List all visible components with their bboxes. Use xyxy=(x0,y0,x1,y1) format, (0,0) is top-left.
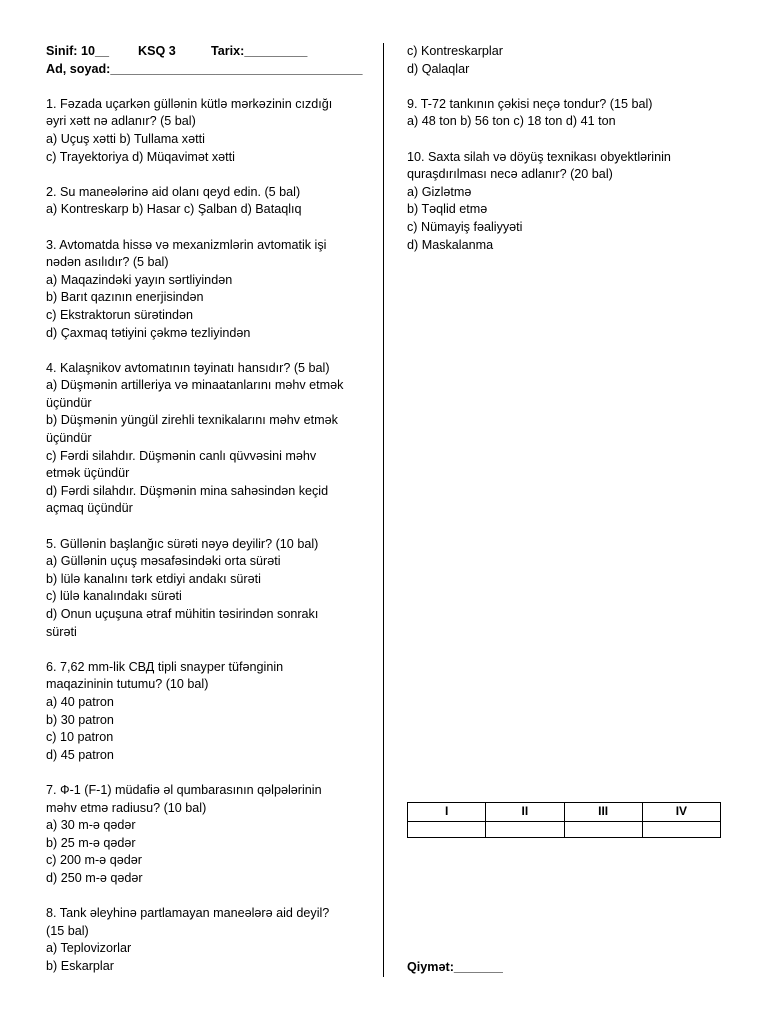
question-line: b) Barıt qazının enerjisindən xyxy=(46,290,204,305)
question-line: c) Kontreskarplar xyxy=(407,44,503,58)
question-line: c) Nümayiş fəaliyyəti xyxy=(407,219,523,234)
question-line: a) Kontreskarp b) Hasar c) Şalban d) Bataqlıq xyxy=(46,202,302,217)
question-line: a) Güllənin uçuş məsafəsindəki orta sürəti xyxy=(46,554,281,569)
score-header-cell: II xyxy=(486,803,564,822)
score-value-cell xyxy=(408,821,486,837)
question-block xyxy=(46,237,372,343)
question-line: d) 250 m-ə qədər xyxy=(46,870,143,885)
question-line: b) Eskarplar xyxy=(46,958,114,973)
question-line: a) Teplovizorlar xyxy=(46,941,132,956)
question-line: d) Çaxmaq tətiyini çəkmə tezliyindən xyxy=(46,325,251,340)
question-block xyxy=(46,782,372,888)
question-line: 2. Su maneələrinə aid olanı qeyd edin. (5 bal) xyxy=(46,184,301,199)
question-line: sürəti xyxy=(46,624,77,639)
question-block xyxy=(46,659,372,765)
question-line: b) Düşmənin yüngül zirehli texnikalarını məhv etmək xyxy=(46,413,338,428)
score-value-cell xyxy=(564,821,642,837)
question-line: d) Onun uçuşuna ətraf mühitin təsirindən sonrakı xyxy=(46,607,319,621)
score-header-row xyxy=(408,803,721,822)
question-line: 9. T-72 tankının çəkisi neçə tondur? (15 bal) xyxy=(407,96,653,111)
column-divider xyxy=(383,43,384,977)
date-field: Tarix:_________ xyxy=(211,44,308,58)
question-line: 1. Fəzada uçarkən güllənin kütlə mərkəzinin cızdığı xyxy=(46,96,333,111)
score-value-row xyxy=(408,821,721,837)
question-line: məhv etmə radiusu? (10 bal) xyxy=(46,800,207,815)
question-line: c) Fərdi silahdır. Düşmənin canlı qüvvəsini məhv xyxy=(46,448,317,463)
question-line: a) Maqazindəki yayın sərtliyindən xyxy=(46,272,233,287)
question-line: üçündür xyxy=(46,431,92,446)
right-column xyxy=(407,43,727,254)
question-line: c) lülə kanalındakı sürəti xyxy=(46,589,182,604)
score-value-cell xyxy=(642,821,720,837)
question-line: əyri xətt nə adlanır? (5 bal) xyxy=(46,114,196,129)
question-block xyxy=(407,96,727,131)
left-column xyxy=(46,43,372,975)
question-block xyxy=(46,905,372,975)
question-line: c) 10 patron xyxy=(46,730,114,745)
grade-field: Qiymət:_______ xyxy=(407,960,503,974)
question-line: d) Maskalanma xyxy=(407,237,494,252)
question-line: 5. Güllənin başlanğıc sürəti nəyə deyilir? (10 bal) xyxy=(46,536,319,551)
question-line: 3. Avtomatda hissə və mexanizmlərin avtomatik işi xyxy=(46,237,327,252)
question-block xyxy=(46,184,372,219)
question-line: a) Düşmənin artilleriya və minaatanlarını məhv etmək xyxy=(46,378,344,393)
question-line: 4. Kalaşnikov avtomatının təyinatı hansıdır? (5 bal) xyxy=(46,360,330,375)
score-header-cell: III xyxy=(564,803,642,822)
question-block xyxy=(407,149,727,255)
question-line: 10. Saxta silah və döyüş texnikası obyektlərinin xyxy=(407,149,671,164)
question-block xyxy=(46,536,372,642)
question-line: c) Ekstraktorun sürətindən xyxy=(46,307,193,322)
question-line: nədən asılıdır? (5 bal) xyxy=(46,255,169,270)
right-questions xyxy=(407,43,727,254)
question-line: a) 30 m-ə qədər xyxy=(46,818,136,833)
question-line: b) 30 patron xyxy=(46,712,114,727)
question-line: a) 40 patron xyxy=(46,694,114,709)
class-field: Sinif: 10__ xyxy=(46,44,109,58)
question-block xyxy=(46,360,372,518)
question-line: c) Trayektoriya d) Müqavimət xətti xyxy=(46,149,235,164)
question-line: a) Gizlətmə xyxy=(407,184,472,199)
score-table xyxy=(407,802,721,838)
question-line: d) Fərdi silahdır. Düşmənin mina sahəsindən keçid xyxy=(46,483,329,498)
question-line: üçündür xyxy=(46,395,92,410)
question-block xyxy=(46,96,372,166)
question-line: a) 48 ton b) 56 ton c) 18 ton d) 41 ton xyxy=(407,114,616,129)
question-line: etmək üçündür xyxy=(46,466,130,481)
question-line: 6. 7,62 mm-lik СВД tipli snayper tüfənginin xyxy=(46,659,284,674)
question-line: c) 200 m-ə qədər xyxy=(46,853,142,868)
question-line: 7. Ф-1 (F-1) müdafiə əl qumbarasının qəlpələrinin xyxy=(46,782,322,797)
left-questions xyxy=(46,96,372,976)
header-row xyxy=(46,43,372,61)
question-line: quraşdırılması necə adlanır? (20 bal) xyxy=(407,167,613,182)
question-line: açmaq üçündür xyxy=(46,501,133,516)
question-block xyxy=(407,43,727,78)
question-line: maqazininin tutumu? (10 bal) xyxy=(46,677,209,692)
question-line: b) Təqlid etmə xyxy=(407,202,488,217)
question-line: d) 45 patron xyxy=(46,747,114,762)
question-line: (15 bal) xyxy=(46,923,89,938)
score-value-cell xyxy=(486,821,564,837)
question-line: b) 25 m-ə qədər xyxy=(46,835,136,850)
question-line: 8. Tank əleyhinə partlamayan maneələrə aid deyil? xyxy=(46,906,330,921)
question-line: b) lülə kanalını tərk etdiyi andakı sürəti xyxy=(46,571,261,586)
score-header-cell: IV xyxy=(642,803,720,822)
ksq-label: KSQ 3 xyxy=(138,44,176,58)
name-field: Ad, soyad:____________________________________ xyxy=(46,61,363,76)
score-header-cell: I xyxy=(408,803,486,822)
question-line: a) Uçuş xətti b) Tullama xətti xyxy=(46,131,205,146)
question-line: d) Qalaqlar xyxy=(407,61,470,76)
